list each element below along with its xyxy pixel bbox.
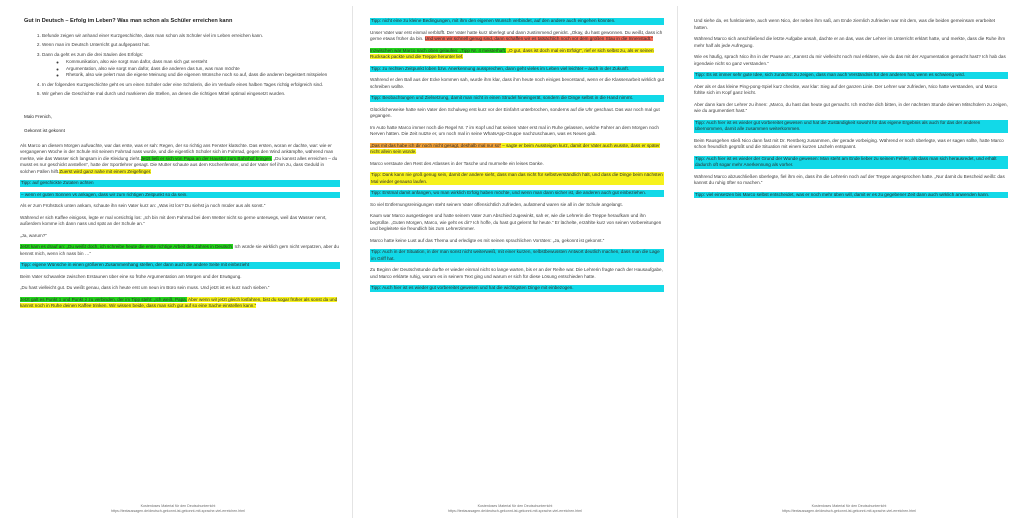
footer-note: Kostenloses Material für den Deutschunterricht: [140, 504, 216, 508]
footer-note: Kostenloses Material für den Deutschunterricht: [477, 504, 553, 508]
page-footer: [680, 504, 1018, 514]
page-divider: [352, 6, 353, 518]
paragraph: [20, 285, 340, 292]
footer-url: https://textaussagen.de/deutsch-gekonnt-ist-gekonnt-mit-sprache-viel-erreichen.html: [110, 509, 246, 513]
body-text: Und siehe da, es funktionierte, auch wenn Nico, der neben ihm saß, am Ende ziemlich zufrieden war mit dem, was die beiden gemeinsam erarbeitet hatten.: [694, 18, 996, 30]
paragraph: [20, 180, 340, 187]
footer-url: https://textaussagen.de/deutsch-gekonnt-ist-gekonnt-mit-sprache-viel-erreichen.html: [447, 509, 583, 513]
page-1: [6, 0, 350, 524]
task-text: Wenn man im Deutsch Unterricht gut aufgepasst hat.: [42, 42, 150, 47]
highlighted-text: Jetzt ließ er sich von Papa an der Haustür zum Bahnhof bringen.: [140, 155, 273, 161]
highlighted-text: Tipp: Es ist immer sehr gute Idee, sich zunächst zu zeigen, dass man auch Verständnis für den anderen hat, wenn es schwierig wird.: [694, 72, 1008, 79]
highlighted-text: Wir wissen beide, dass man sich gut auf so eine Sache einstellen kann.“: [109, 303, 257, 308]
highlighted-text: Tipp: Auch hier ist es wieder gut vorbereitet gewesen und hat die wichtigsten Dinge mit einbezogen.: [370, 285, 664, 292]
sub-item: ◦ Rhetorik, also wie pelert man die eigene Meinung und die eigenen Wünsche noch so auf, dass die anderen begeistert mitspielen: [66, 72, 340, 79]
paragraph: [370, 77, 664, 90]
highlighted-text: Tipp: Auch in der Situation, in der man sonst nicht weiterweiß, mit einer kurzen, selbstbewussten Antwort deutlich machen, dass man die Lage im Griff hat.: [370, 249, 664, 262]
paragraph: [694, 36, 1008, 49]
paragraph: [694, 72, 1008, 79]
task-item: [42, 33, 340, 40]
highlighted-text: Tipp: Auch hier ist es wieder gut vorbereitet gewesen und hat die Zuständigkeit sowohl für das eigene Ergebnis als auch für das der anderen übernommen, damit alle zusammen weiterkommen.: [694, 120, 1008, 133]
highlighted-text: Und wenn wir schnell genug sind, dann schaffen wir es tatsächlich noch vor dem großen Stau in die Innenstadt.“: [424, 36, 653, 41]
paragraph: [370, 66, 664, 73]
paragraph: [20, 233, 340, 240]
highlighted-text: – wenn er guten Sonnen vs ankagen, dass wir zum richtigen Zeitpunkt so da sein.: [20, 192, 340, 199]
body-text: Im Auto hatte Marco immer noch die Regel Nr. 7 im Kopf und hat seinen Vater erst mal in Ruhe gelassen, welche Fahrer an dem Morgen noch Nerven hätten. Die Zeit nutzte er, um noch mal in seine WhatsApp-Gruppe nachzuschauen, was es Neues gab.: [370, 124, 659, 136]
paragraph: [20, 215, 340, 228]
body-text: Kaum war Marco ausgestiegen und hatte seinem Vater zum Abschied zugewinkt, sah er, wie die Lehrerin die Treppe heraufkam und ihn begrüßte. „Guten Morgen, Marco, wie geht es dir? Ich hoffe, du hast gut gelernt für heute.“ Er lächelte, erzählte kurz von seinen Vorbereitungen und begleitete sie freundlich bis zum Lehrerzimmer.: [370, 213, 662, 231]
paragraph: [370, 267, 664, 280]
highlighted-text: Tipp: eigene Wünsche in einen größeren Zusammenhang stellen, der dann auch die andere Seite mit einbezieht: [20, 262, 340, 269]
highlighted-text: „Das mit das habe ich dir noch nicht gesagt, deshalb mal nur so“: [370, 142, 501, 148]
sub-item: ◦ Kommunikation, also wie sorgt man dafür, dass man sich gut versteht: [66, 59, 340, 66]
body-text: Marco verstaute den Rest des Atlasses in der Tasche und murmelte ein leises Danke.: [370, 160, 544, 166]
paragraph: [370, 95, 664, 102]
sub-list: [42, 59, 340, 79]
body-text: Aber dann kam der Lehrer zu ihnen: „Marco, du hast das heute gut gemacht. Ich möchte dich bitten, in der nächsten Stunde deinen Mitschülern zu zeigen, wie du argumentiert hast.“: [694, 101, 1008, 113]
body-text: Als er zum Frühstück unten ankam, schaute ihn sein Vater kurz an: „Was ist los? Du siehst ja noch müder aus als sonst.“: [20, 203, 266, 208]
highlighted-text: Tipp: Auch hier ist es wieder der Grund der Wunde gewesen: Man steht am Ende lieber zu seinem Fehler, als dass man sich herausredet, und erhält dadurch oft sogar mehr Anerkennung als vorher.: [694, 156, 1008, 169]
paragraph: [370, 238, 664, 245]
story-body: [370, 18, 664, 292]
story-body: [20, 143, 340, 310]
body-text: Glücklicherweise hatte sein Vater den Schulweg erst kurz vor der Einfahrt unterbrochen, sonderns auf die Uhr geschaut. Das war noch mal gut gegangen.: [370, 106, 660, 118]
highlighted-text: Tipp: auf geschickte Zutaten achten: [20, 180, 340, 187]
page-footer: [6, 504, 350, 514]
paragraph: [370, 213, 664, 233]
sub-item: ◦ Argumentation, also wie sorgt man dafür, dass die anderen das tun, was man möchte: [66, 66, 340, 73]
body-text: Beim Vater schwankte zwischen Erstaunen über eine so frühe Argumentation am Morgen und der Erwägung.: [20, 273, 242, 279]
story-title: Gekonnt ist gekonnt: [24, 128, 65, 133]
body-text: Unser Vater war erst einmal verblüfft. Der Vater hatte kurz überlegt und dann zustimmend genickt. „Okay, du hast gewonnen. Du weißt, dass ich gerne etwas früher da bin.: [370, 29, 663, 41]
body-text: Beim Rausgehen stieß Nico dann fast mit Dr. Rentberg zusammen, der gerade vorbeiging. Während er noch überlegte, was er sagen sollte, hatte Marco schon freundlich gegrüßt und die Situation mit einem kurzen Lächeln entspannt.: [694, 137, 1004, 149]
paragraph: [694, 156, 1008, 169]
paragraph: [370, 18, 664, 25]
paragraph: [370, 249, 664, 262]
body-text: So viel Entfernungsreinigungen steht seinem Vater offensichtlich zufrieden, aufatmend waren sie all in der Schule angelangt.: [370, 201, 623, 207]
paragraph: [20, 297, 340, 310]
highlighted-text: „O gut, dass ist doch mal ein Erfolg!“, rief er sich selbst zu, als er seinen Rucksack packte und die Treppe herunter lief.: [370, 47, 654, 59]
task-list: [20, 33, 340, 98]
task-item: [42, 42, 340, 49]
highlighted-text: Zuerst wird ganz nahe mit einem Zeigefinger.: [59, 168, 152, 174]
paragraph: [694, 18, 1008, 31]
paragraph: [694, 84, 1008, 97]
body-text: Als Marco an diesem Morgen aufwachte, war das erste, was er sah: Regen, der so richtig ans Fenster klatschte. Das ersten, woran er dachte, war: wie er vergangenen Woche in der Schule mit seinem Fahrrad nass wurde, und die eigentlich Schüler sich im Fahrrad, gegen den Wind ankämpfte, während man merkte, wie das Wasser sich langsam in die Kleidung zieht.: [20, 142, 334, 161]
paragraph: [20, 203, 340, 210]
paragraph: [694, 174, 1008, 187]
highlighted-text: Tipp: zu rechten Zeitpunkt loben bzw. Anerkennung aussprechen, dann geht vieles im Leben viel leichter – auch in der Zukunft.: [370, 66, 664, 73]
body-text: „Du hast vielleicht gut. Du weißt genau, dass ich heute erst um neun im Büro sein muss. Und jetzt ist es kurz nach sieben.“: [20, 285, 270, 290]
task-text: In der folgenden Kurzgeschichte geht es um einen Schüler oder eine Schülerin, die im Verlaufe eines halben Tages richtig erfolgreich sind.: [42, 81, 324, 87]
body-text: Während Marco sich anschließend die letzte Aufgabe ansah, dachte er an das, was der Lehrer im Unterricht erklärt hatte, und merkte, dass die Ruhe ihm mehr half als jede Aufregung.: [694, 36, 1006, 48]
body-text: Während er sich Kaffee einigoss, legte er mal vorsichtig los: „Ich bin mit dem Fahrrad bei dem Wetter nicht so gerne unterwegs, weil das Wasser nervt, außerdem komme ich dann nass und spät an der Schule an.“: [20, 214, 327, 226]
highlighted-text: Aber wenn wir jetzt gleich losfahren, bist du sogar früher als sonst da und kannst noch in Ruhe deinen Kaffee trinken.: [20, 296, 338, 308]
highlighted-text: Jetzt galt es Punkt 1 und Punkt 2 zu verbinden, der im Tipp steht: „Ich weiß, Papa.: [20, 296, 187, 302]
body-text: Marco hatte keine Lust auf das Thema und erledigte es mit seinen sprachlichen Vorräten: „Ja, gekonnt ist gekonnt.“: [370, 237, 605, 243]
paragraph: [694, 120, 1008, 133]
body-text: „Ja, warum?“: [20, 232, 47, 238]
paragraph: [20, 143, 340, 176]
paragraph: [20, 274, 340, 281]
task-text: Befunde zeigen wir anhand einer Kurzgeschichte, dass man schon als Schüler viel im Leben erreichen kann.: [42, 32, 264, 38]
paragraph: [370, 202, 664, 209]
story-body: [694, 18, 1008, 198]
body-text: Während er den Ball aus der Ecke kommen sah, wurde ihm klar, dass ihm heute noch einiges bevorstand, wenn er die Klassenarbeit wirklich gut schreiben wollte.: [370, 77, 664, 89]
body-text: Zu Beginn der Deutschstunde durfte er wieder einmal nicht so lange warten, bis er an der Reihe war. Die Lehrerin fragte nach der Hausaufgabe, und Marco erklärte ruhig, worum es in seinem Text ging und warum er sich für diese Lösung entschieden hatte.: [370, 267, 663, 279]
paragraph: [694, 138, 1008, 151]
page-footer: [356, 504, 674, 514]
author-label: Malo Frenich,: [24, 113, 52, 119]
paragraph: [370, 30, 664, 43]
footer-note: Kostenloses Material für den Deutschunterricht: [811, 504, 887, 508]
paragraph: [694, 102, 1008, 115]
footer-url: https://textaussagen.de/deutsch-gekonnt-ist-gekonnt-mit-sprache-viel-erreichen.html: [781, 509, 917, 513]
highlighted-text: Tipp: nicht eine zu kleine Bedingungen, mit ihm den eigenen Wunsch verbindet, auf den andere auch eingehen könnten.: [370, 18, 664, 25]
highlighted-text: Tipp: viel einsetzen bis Marco selbst entscheidet, was er noch mehr üben will, damit er es zu gegebener Zeit dann auch wirklich anwenden kann.: [694, 192, 1008, 199]
body-text: Während Marco abzuschließen überlegte, fiel ihm ein, dass ihn die Lehrerin noch auf der Treppe angesprochen hatte. „Nur damit du Bescheid weißt: das kannst du ruhig öfter so machen.“: [694, 173, 1005, 185]
body-text: „Du kannst alles erreichen – du musst es nur geschickt anstellen“, hatte der Sportlehrer gesagt. Die Mutter schaute aus dem Küchenfenster, und der Vater rief ihm zu, dass Geduld in solchen Fällen hilft.: [20, 155, 338, 174]
paragraph: [694, 192, 1008, 199]
paragraph: [694, 54, 1008, 67]
paragraph: [370, 172, 664, 185]
paragraph: [370, 285, 664, 292]
worksheet-title: Gut in Deutsch – Erfolg im Leben? Was man schon als Schüler erreichen kann: [24, 18, 233, 24]
paragraph: [370, 107, 664, 120]
page-3: [680, 0, 1018, 524]
body-text: Aber als er das kleine Ping-pong-Spiel kurz checkte, war klar: Sieg auf der ganzen Linie. Der Lehrer war zufrieden, Nico hatte verstanden, und Marco fühlte sich im Kopf ganz leicht.: [694, 83, 998, 95]
paragraph: [370, 190, 664, 197]
task-item: [42, 82, 340, 89]
body-text: Wie es häufig, sprach Nico ihn in der Pause an: „Kannst du mir vielleicht noch mal erklären, wie du das mit der Argumentation gemacht hast? Ich hab das irgendwie nicht so ganz verstanden.“: [694, 54, 1006, 66]
paragraph: [370, 143, 664, 156]
page-divider: [677, 6, 678, 518]
paragraph: [370, 48, 664, 61]
body-text: Ich würde sie wirklich gern nicht verpatzen, aber du kennst mich, wenn ich nass bin …“: [20, 244, 339, 256]
task-item: [42, 91, 340, 98]
paragraph: [20, 262, 340, 269]
task-item: [42, 52, 340, 79]
highlighted-text: Inzwischen war Marco nach oben gelaufen: „Tipp Nr. 4 meisterhaft.: [370, 47, 507, 53]
highlighted-text: Tipp: Dank kann nie groß genug sein, damit der andere sieht, dass man das nicht für selbstverständlich hält, und dass die Dinge beim nächsten Mal wieder genauso laufen.: [371, 172, 663, 184]
task-text: Dann da geht es zum die drei Säulen des Erfolgs:: [42, 51, 144, 57]
page-2: [356, 0, 674, 524]
paragraph: [20, 192, 340, 199]
highlighted-text: Tipp: Erstmal damit anfangen, wo man wirklich Erfolg haben möchte, und wenn man dann sicher ist, die anderen auch gut einbeziehen.: [370, 190, 664, 197]
highlighted-text: Jetzt kam es drauf an: „Du weißt doch, ich schreibe heute die erste richtige Arbeit des Jahres in Deutsch.: [20, 244, 234, 249]
paragraph: [370, 125, 664, 138]
highlighted-text: – sagte er beim Aussteigen kurz, damit der Vater auch wusste, dass er später nicht allein sein würde.: [370, 142, 660, 154]
task-text: Wir gehen die Geschichte mal durch und markieren die Stellen, an denen die richtigen Mittel optimal eingesetzt wurden.: [42, 91, 286, 96]
highlighted-text: Tipp: Beobachtungen und Zielsetzung, damit man nicht in einen Strudel hineingerät, sondern die Dinge selbst in die Hand nimmt.: [370, 95, 664, 102]
paragraph: [20, 244, 340, 257]
paragraph: [370, 161, 664, 168]
